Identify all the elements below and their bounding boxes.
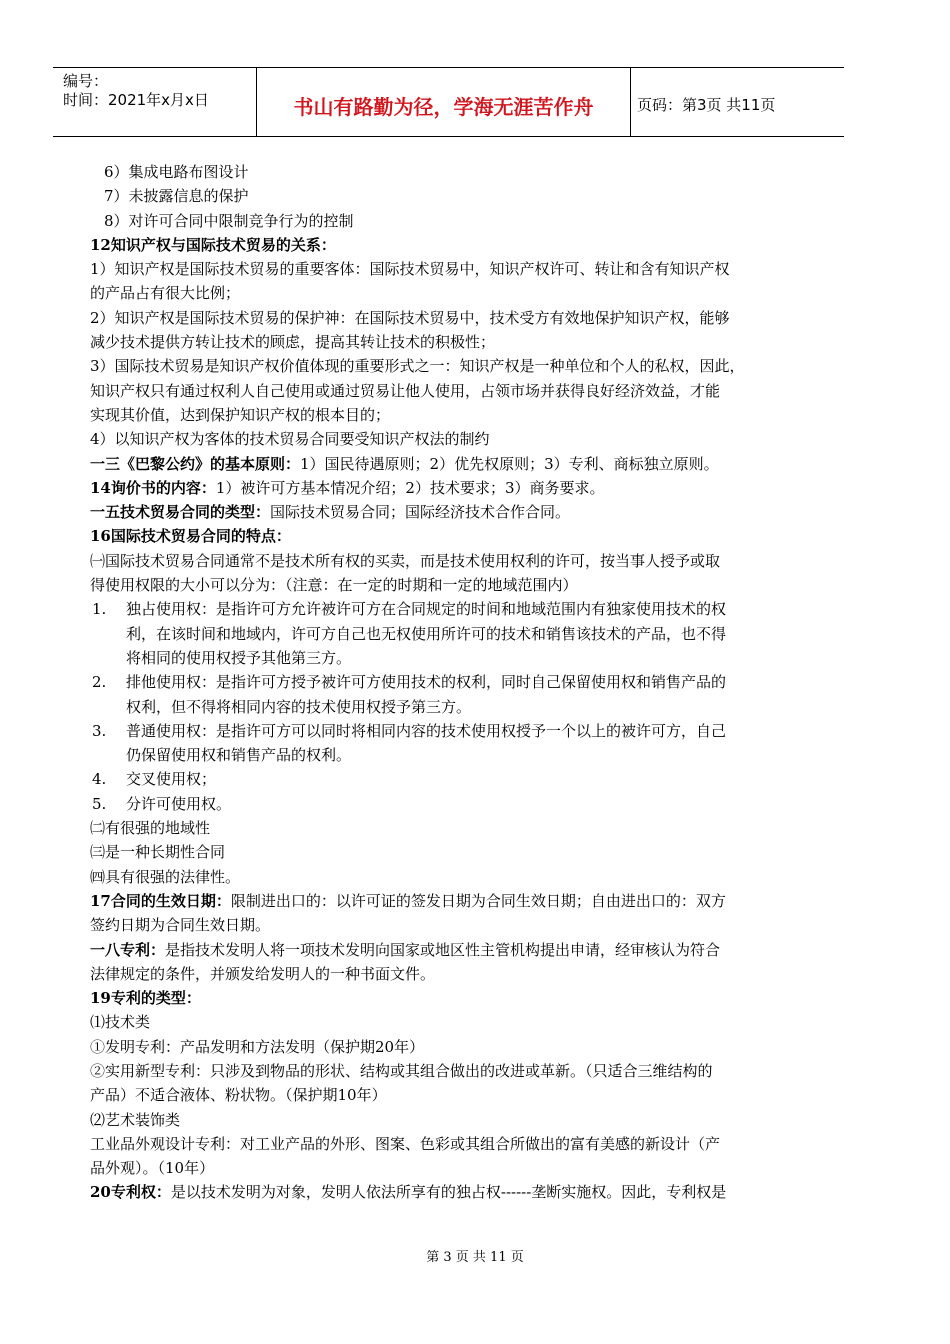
text-line: 6）集成电路布图设计 [104,163,249,181]
list-item-continued: 将相同的使用权授予其他第三方。 [126,648,352,667]
section-text: 1）国民待遇原则；2）优先权原则；3）专利、商标独立原则。 [300,454,719,473]
text-line: ㈢是一种长期性合同 [90,843,226,862]
list-text: 分许可使用权。 [126,794,232,813]
text-line: 产品）不适合液体、粉状物。（保护期10年） [90,1086,387,1105]
header-page-cell [630,68,844,136]
text-line: 8）对许可合同中限制竞争行为的控制 [104,211,354,230]
text-line: 法律规定的条件，并颁发给发明人的一种书面文件。 [90,964,436,983]
text-line: ①发明专利：产品发明和方法发明（保护期20年） [90,1037,425,1056]
text-line: 品外观）。（10年） [90,1159,215,1178]
section-text: 1）被许可方基本情况介绍；2）技术要求；3）商务要求。 [215,478,605,497]
text-line: 得使用权限的大小可以分为：（注意：在一定的时期和一定的地域范围内） [90,576,578,595]
text-line: 4）以知识产权为客体的技术贸易合同要受知识产权法的制约 [90,430,490,449]
page-info: 页码：第3页 共11页 [637,96,776,114]
text-line: ⑴技术类 [90,1013,151,1032]
text-line: 减少技术提供方转让技术的顾虑，提高其转让技术的积极性； [90,333,496,352]
text-line [90,476,810,500]
text-line: ⑵艺术装饰类 [90,1110,181,1129]
text-line: 签约日期为合同生效日期。 [90,916,271,935]
text-line [90,452,810,476]
text-line: ②实用新型专利：只涉及到物品的形状、结构或其组合做出的改进或革新。（只适合三维结构的 [90,1061,713,1080]
section-heading: 一三《巴黎公约》的基本原则： [90,454,301,473]
list-text: 普通使用权：是指许可方可以同时将相同内容的技术使用权授予一个以上的被许可方，自己 [126,721,727,740]
text-line [90,889,810,913]
list-item [90,792,810,816]
text-line: ㈠国际技术贸易合同通常不是技术所有权的买卖，而是技术使用权利的许可，按当事人授予或取 [90,551,721,570]
section-text: 限制进出口的：以许可证的签发日期为合同生效日期；自由进出口的：双方 [230,891,726,910]
list-number: 5. [92,794,107,813]
section-text: 是以技术发明为对象，发明人依法所享有的独占权------垄断实施权。因此，专利权是 [170,1183,727,1202]
text-line: 2）知识产权是国际技术贸易的保护神：在国际技术贸易中，技术受方有效地保护知识产权，能够 [90,308,730,327]
list-item [90,670,810,694]
section-heading: 16国际技术贸易合同的特点： [90,527,291,546]
text-line: 的产品占有很大比例； [90,284,241,303]
section-text: 是指技术发明人将一项技术发明向国家或地区性主管机构提出申请，经审核认为符合 [165,940,721,959]
text-line: 实现其价值，达到保护知识产权的根本目的； [90,405,391,424]
list-text: 排他使用权：是指许可方授予被许可方使用技术的权利，同时自己保留使用权和销售产品的 [126,673,727,692]
section-heading: 19专利的类型： [90,989,201,1008]
list-number: 4. [92,770,107,789]
motto: 书山有路勤为径，学海无涯苦作舟 [293,95,594,119]
text-line: 7）未披露信息的保护 [104,187,249,206]
list-item [90,767,810,791]
list-item [90,597,810,621]
list-number: 3. [92,721,107,740]
list-number: 2. [92,673,107,692]
number-label: 编号： [63,72,109,90]
text-line: 工业品外观设计专利：对工业产品的外形、图案、色彩或其组合所做出的富有美感的新设计（产 [90,1134,721,1153]
list-text: 交叉使用权； [126,770,217,789]
list-item [90,719,810,743]
section-heading: 12知识产权与国际技术贸易的关系： [90,235,336,254]
section-heading: 一五技术贸易合同的类型： [90,503,271,522]
text-line [90,938,810,962]
section-text: 国际技术贸易合同；国际经济技术合作合同。 [270,503,571,522]
text-line: 1）知识产权是国际技术贸易的重要客体：国际技术贸易中，知识产权许可、转让和含有知识产权 [90,260,730,279]
list-item-continued: 利，在该时间和地域内，许可方自己也无权使用所许可的技术和销售该技术的产品，也不得 [126,624,727,643]
text-line: ㈡有很强的地域性 [90,819,211,838]
header-meta-cell [53,68,256,136]
section-heading: 一八专利： [90,940,166,959]
list-item-continued: 仍保留使用权和销售产品的权利。 [126,746,352,765]
text-line: 知识产权只有通过权利人自己使用或通过贸易让他人使用，占领市场并获得良好经济效益，才能 [90,381,721,400]
time-label: 时间：2021年x月x日 [63,91,209,109]
page-footer: 第 3 页 共 11 页 [426,1250,524,1265]
text-line: 3）国际技术贸易是知识产权价值体现的重要形式之一：知识产权是一种单位和个人的私权，因此， [90,357,745,376]
section-heading: 14询价书的内容： [90,478,216,497]
header-motto-cell [256,68,631,136]
document-body [90,160,810,1205]
list-text: 独占使用权：是指许可方允许被许可方在合同规定的时间和地域范围内有独家使用技术的权 [126,600,727,619]
text-line [90,1180,810,1204]
text-line [90,500,810,524]
section-heading: 20专利权： [90,1183,171,1202]
page-header [53,67,844,137]
section-heading: 17合同的生效日期： [90,891,231,910]
list-number: 1. [92,600,107,619]
list-item-continued: 权利，但不得将相同内容的技术使用权授予第三方。 [126,697,472,716]
text-line: ㈣具有很强的法律性。 [90,867,241,886]
